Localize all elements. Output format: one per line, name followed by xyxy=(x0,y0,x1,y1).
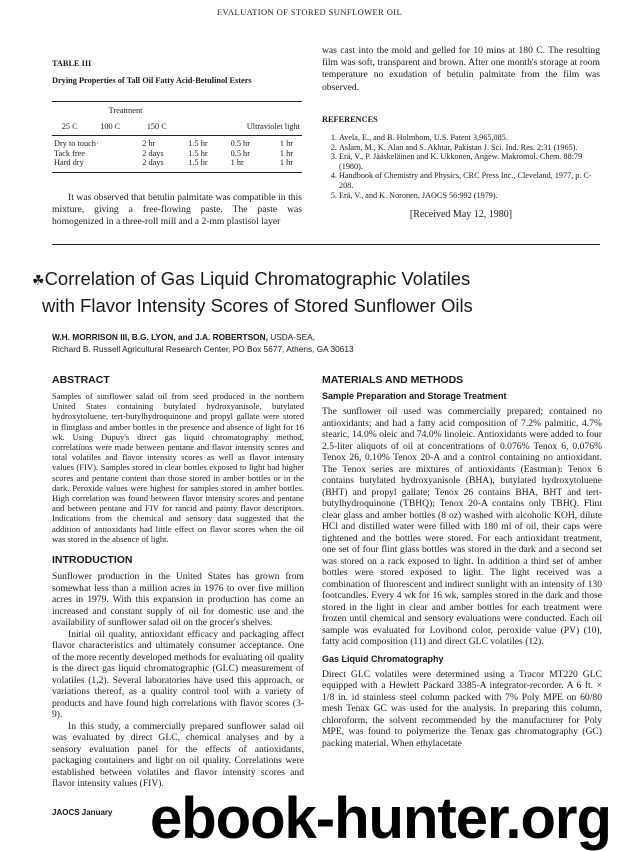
authors: W.H. MORRISON III, B.G. LYON, and J.A. ROBERTSON, xyxy=(52,332,268,342)
table-body xyxy=(52,139,302,168)
reference-item: 2. Aslam, M., K. Alan and S. Akhtar, Pakistan J. Sci. Ind. Res. 2:31 (1965). xyxy=(339,143,600,153)
table-row xyxy=(52,139,302,149)
paragraph: Direct GLC volatiles were determined using a Tracor MT220 GLC equipped with a Hewlett Packard 3385-A integrator-recorder. A 6 ft. × 1/8 in. id stainless steel column packed with 7% Poly MPE on 60/80 mesh Tenax GC was used for the analysis. In preparing this column, chloroform, the solvent recommended by the manufacturer for Poly MPE, was found to polymerize the Tenax gas chromatography (GC) packing material. When ethylacetate xyxy=(322,668,602,749)
received-date: [Received May 12, 1980] xyxy=(409,209,513,221)
col-header: 25 C xyxy=(61,121,78,131)
table-row xyxy=(52,158,302,168)
paragraph: In this study, a commercially prepared sunflower salad oil was evaluated by direct GLC, chemical analyses and by a sensory evaluation panel for the effects of antioxidants, packaging containers and light on oil quality. Correlations were established between volatiles and flavor intensity scores and flavor intensity values (FIV). xyxy=(52,720,304,790)
introduction-heading: INTRODUCTION xyxy=(52,554,133,567)
table-block xyxy=(52,59,302,173)
reference-item: 4. Handbook of Chemistry and Physics, CRC Press Inc., Cleveland, 1977, p. C-208. xyxy=(339,171,600,190)
table-label: TABLE III xyxy=(52,59,92,68)
table-group-header: Treatment xyxy=(108,106,143,115)
col-header xyxy=(52,122,60,132)
col-header: 150 C xyxy=(146,121,167,131)
title-mark-icon: ☘ xyxy=(32,272,45,288)
table xyxy=(52,106,302,131)
cell: 0.5 hr xyxy=(230,148,250,158)
title-line: Correlation of Gas Liquid Chromatographic Volatiles xyxy=(44,268,471,289)
table-mid-rule xyxy=(52,135,302,136)
table-caption: Drying Properties of Tall Oil Fatty Acid-Betulinol Esters xyxy=(52,76,252,85)
cell: 0.5 hr xyxy=(230,139,250,148)
left-column xyxy=(52,374,304,790)
col-header: Ultraviolet light xyxy=(246,121,300,131)
table-top-rule xyxy=(52,101,302,102)
paragraph: Initial oil quality, antioxidant efficacy and packaging affect flavor characteristics and ultimately consumer acceptance. One of the more recently developed methods for evaluating oil quality is the direct gas liquid chromatographic (GLC) measurement of volatiles (1,2). Several laboratories have used this approach, or variations thereof, as a quality control tool with a variety of products and have found high correlations with flavor scores (3-9). xyxy=(52,628,304,721)
address: Richard B. Russell Agricultural Research Center, PO Box 5677, Athens, GA 30613 xyxy=(52,344,354,354)
reference-item: 1. Avela, E., and B. Holmbom, U.S. Patent 3,965,085. xyxy=(339,133,600,143)
references xyxy=(322,115,600,220)
abstract-text: Samples of sunflower salad oil from seed produced in the northern United States containing butylated hydroxyanisole, butylated hydroxytoluene, tert-butylhydroquinone and propyl gallate were stored in flintglass and amber bottles in the presence and absence of light for 16 wk. Using Dupuy's direct gas liquid chromatography method, correlations were made between pentane and flavor intensity scores and total volatiles and flavor intensity scores as well as flavor intensity values (FIV). Samples stored in clear bottles exposed to light had higher scores and pentane content than those stored in amber bottles or in the dark. Peroxide values were highest for samples stored in amber bottles. High correlation was found between flavor intensity scores and pentane and between pentane and FIV for rancid and painty flavor descriptors. Indications from the chemical and sensory data suggested that the addition of antioxidants had little effect on flavor scores when the oil was stored in the absence of light. xyxy=(52,391,304,544)
title-line: with Flavor Intensity Scores of Stored Sunflower Oils xyxy=(42,295,473,316)
cell: 1.5 hr xyxy=(188,139,208,148)
prev-article-text-cont: was cast into the mold and gelled for 10 mins at 180 C. The resulting film was soft, transparent and brown. After one month's storage at room temperature no exudation of betulin palmitate from the film was observed. xyxy=(322,45,600,93)
methods-heading: MATERIALS AND METHODS xyxy=(322,374,464,386)
cell: 1.5 hr xyxy=(188,148,208,158)
cell: 1.5 hr xyxy=(188,158,208,167)
page-footer: JAOCS January xyxy=(52,808,113,817)
byline xyxy=(52,331,354,355)
affiliation: USDA-SEA, xyxy=(270,332,315,342)
reference-item: 5. Erä, V., and K. Noronen, JAOCS 56:992 (1979). xyxy=(339,191,600,201)
prev-article-text: It was observed that betulin palmitate was compatible in this mixture, giving a free-flowing paste. The paste was homogenized in a three-roll mill and a 2-mm plastisol layer xyxy=(52,192,302,228)
table-header-row xyxy=(52,122,302,132)
cell: Hard dry xyxy=(54,158,84,167)
paragraph: Sunflower production in the United States has grown from somewhat less than a million acres in 1976 to over five million acres in 1979. With this expansion in production has come an increased and constant supply of oil for domestic use and the availability of sunflower salad oil on the grocer's shelves. xyxy=(52,571,304,629)
article-title xyxy=(32,266,473,319)
cell: 2 days xyxy=(142,158,164,167)
paragraph: The sunflower oil used was commercially prepared; contained no antioxidants; and had a fatty acid composition of 7.2% palmitic, 4.7% stearic, 14.0% oleic and 74.0% linoleic. Antioxidants were added to four 2.5-liter aliquots of oil at concentrations of 0.076% Tenox 6, 0.076% Tenox 26, 0.10% Tenox 20-A and a control containing no antioxidant. The Tenox series are mixtures of antioxidants (Eastman): Tenox 6 contains butylated hydroxyanisole (BHA), butylated hydroxytoluene (BHT) and propyl gallate; Tenox 26 contains BHA, BHT and tert-butylhydroquinone (TBHQ); Tenox 20-A contains only TBHQ. Flint clear glass and amber bottles (8 oz) washed with alcoholic KOH, dilute HCl and distilled water were filled with 180 ml of oil, their caps were tightened and the bottles were stored. For each antioxidant treatment, one set of four flint glass bottles was stored in the dark and a second set was stored on a rack exposed to light. In addition a third set of amber bottles were stored exposed to light. The light received was a combination of fluorescent and indirect sunlight with an intensity of 130 footcandles. Every 4 wk for 16 wk, samples stored in the dark and those stored in the light in clear and amber bottles for each treatment were frozen until chemical and sensory evaluations were conducted. Each oil sample was evaluated for Lovibond color, peroxide value (PV) (10), fatty acid composition (11) and direct GLC volatiles (12). xyxy=(322,406,602,647)
reference-item: 3. Erä, V., P. Jääskeläinen and K. Ukkonen, Angew. Makromol. Chem. 88:79 (1980). xyxy=(339,152,600,171)
subheading: Gas Liquid Chromatography xyxy=(322,653,444,664)
reference-list xyxy=(322,133,600,200)
cell: 1 hr xyxy=(230,158,244,167)
cell: 2 days xyxy=(142,148,164,158)
running-header: EVALUATION OF STORED SUNFLOWER OIL xyxy=(216,7,403,17)
right-column xyxy=(322,374,602,749)
cell: 1 hr xyxy=(279,139,294,148)
watermark: ebook-hunter.org xyxy=(150,786,611,851)
references-heading: REFERENCES xyxy=(322,115,378,124)
cell: Tack free xyxy=(54,148,85,158)
cell: 1 hr xyxy=(279,158,294,167)
abstract-heading: ABSTRACT xyxy=(52,374,110,386)
table-bottom-rule xyxy=(52,172,302,173)
cell: Dry to touch· xyxy=(54,139,99,148)
table-row xyxy=(52,149,302,159)
cell: 1 hr xyxy=(279,148,294,158)
cell: 2 hr xyxy=(142,139,156,148)
col-header: 100 C xyxy=(100,121,121,131)
section-divider xyxy=(52,244,600,245)
subheading: Sample Preparation and Storage Treatment xyxy=(322,391,507,401)
